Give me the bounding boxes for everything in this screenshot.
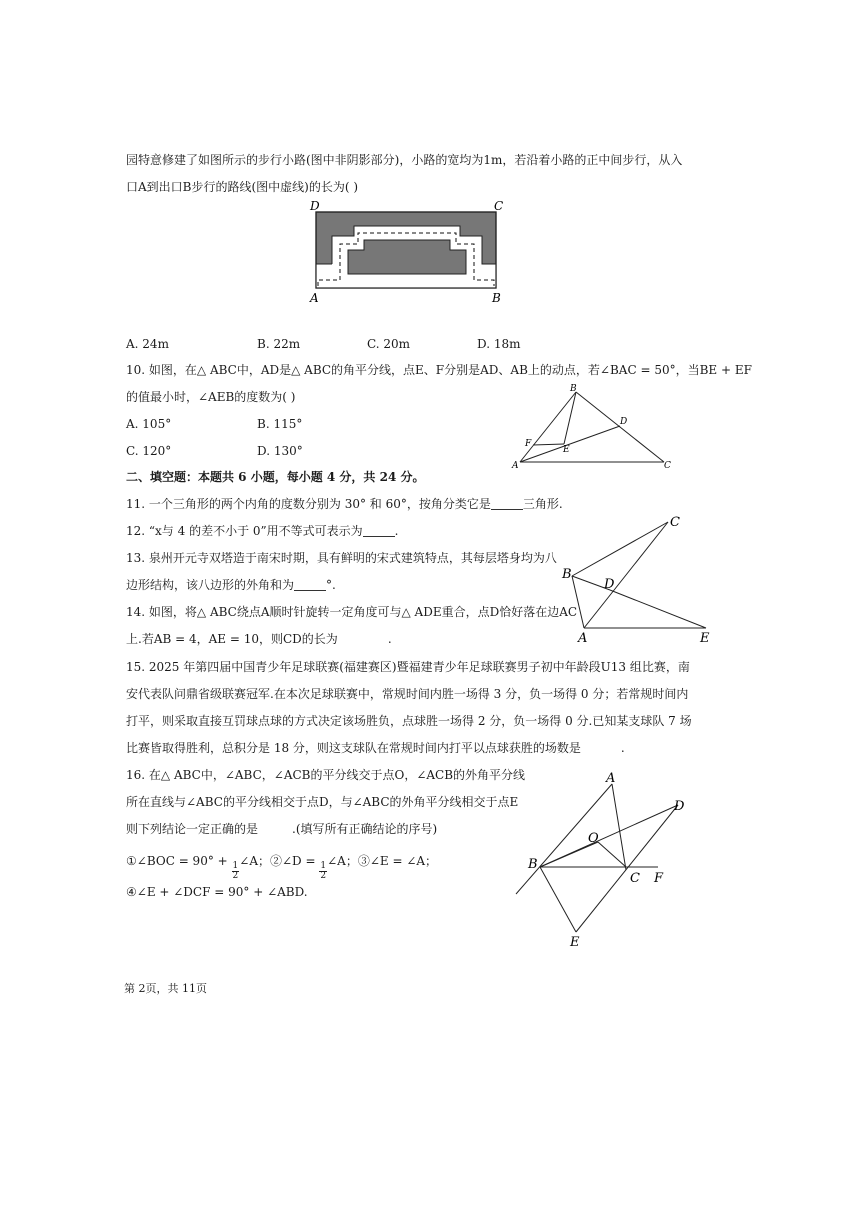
q16-line3: [126, 821, 437, 837]
q9-label-a: A: [310, 291, 319, 305]
q16-frac2-num: 1: [320, 861, 327, 871]
q12-text-b: .: [394, 524, 399, 538]
q12-text-a: 12. “x与 4 的差不小于 0”用不等式可表示为: [126, 524, 363, 538]
q10-label-d: D: [620, 417, 628, 427]
q9-option-a: A. 24m: [126, 337, 169, 351]
q16-label-o: O: [588, 831, 599, 846]
q16-frac1-num: 1: [232, 861, 239, 871]
q14-label-c: C: [670, 515, 680, 530]
q15-line4-a: 比赛皆取得胜利，总积分是 18 分，则这支球队在常规时间内打平以点球获胜的场数是: [126, 741, 581, 755]
q14-label-e: E: [700, 631, 710, 646]
q16-formula2-tail: ∠A；③∠E = ∠A；: [327, 854, 438, 868]
q15-line2: 安代表队问鼎省级联赛冠军.在本次足球联赛中，常规时间内胜一场得 3 分，负一场得 0 分；若常规时间内: [126, 687, 689, 701]
q9-option-b: B. 22m: [257, 337, 301, 351]
q10-label-b: B: [570, 384, 577, 394]
q9-option-c: C. 20m: [367, 337, 411, 351]
q9-option-d: D. 18m: [477, 337, 521, 351]
q15-line3: 打平，则采取直接互罚球点球的方式决定该场胜负，点球胜一场得 2 分，负一场得 0 分.已知某支球队 7 场: [126, 714, 692, 728]
q16-fraction-2: [319, 862, 327, 881]
q16-formula1: ①∠BOC = 90° +: [126, 854, 228, 868]
q14-label-a: A: [578, 631, 588, 646]
q16-label-f: F: [654, 871, 664, 886]
q16-angle-figure: [508, 772, 700, 952]
q16-label-a: A: [606, 772, 616, 786]
q11-text-b: 三角形.: [522, 497, 563, 511]
q13-line2: [126, 577, 336, 593]
q10-label-e: E: [563, 445, 570, 455]
q11-answer-blank[interactable]: [491, 497, 523, 510]
q16-label-c: C: [630, 871, 640, 886]
q16-label-b: B: [528, 857, 538, 872]
page-footer: 第 2页，共 11页: [124, 982, 207, 995]
q14-label-b: B: [562, 567, 572, 582]
q13-line1: 13. 泉州开元寺双塔造于南宋时期，具有鲜明的宋式建筑特点，其每层塔身均为八: [126, 551, 557, 565]
q14-line2: [126, 631, 392, 647]
q9-label-d: D: [310, 199, 320, 213]
q16-label-d: D: [674, 799, 685, 814]
q9-path-figure: [306, 198, 516, 308]
q14-line1: 14. 如图，将△ ABC绕点A顺时针旋转一定角度可与△ ADE重合，点D恰好落在边AC: [126, 605, 578, 619]
q14-line2-b: .: [387, 632, 392, 646]
q9-line1: 园特意修建了如图所示的步行小路(图中非阴影部分)，小路的宽均为1m，若沿着小路的正中间步行，从入: [126, 153, 683, 167]
q10-option-b: B. 115°: [257, 417, 303, 431]
q14-label-d: D: [604, 577, 615, 592]
q11-text-a: 11. 一个三角形的两个内角的度数分别为 30° 和 60°，按角分类它是: [126, 497, 491, 511]
section-2-heading: 二、填空题：本题共 6 小题，每小题 4 分，共 24 分。: [126, 470, 425, 484]
q16-formula1-tail: ∠A；②∠D =: [239, 854, 316, 868]
q9-line2: 口A到出口B步行的路线(图中虚线)的长为( ): [126, 180, 359, 194]
q10-line2: 的值最小时，∠AEB的度数为( ): [126, 390, 296, 404]
q16-line3-a: 则下列结论一定正确的是: [126, 822, 259, 836]
q10-line1: 10. 如图，在△ ABC中，AD是△ ABC的角平分线，点E、F分别是AD、AB上的动点，若∠BAC = 50°，当BE + EF: [126, 363, 752, 377]
q9-label-c: C: [494, 199, 504, 213]
q10-option-c: C. 120°: [126, 444, 172, 458]
q10-label-f: F: [525, 439, 532, 449]
q13-answer-blank[interactable]: [294, 578, 326, 591]
q10-label-a: A: [512, 461, 519, 471]
q14-line2-a: 上.若AB = 4，AE = 10，则CD的长为: [126, 632, 338, 646]
q16-frac2-den: 2: [320, 871, 327, 881]
q10-option-a: A. 105°: [126, 417, 172, 431]
q16-line3-b: .(填写所有正确结论的序号): [292, 822, 438, 836]
q16-label-e: E: [570, 935, 580, 950]
q15-line4: [126, 740, 625, 756]
q9-label-b: B: [492, 291, 501, 305]
q15-line1: 15. 2025 年第四届中国青少年足球联赛(福建赛区)暨福建青少年足球联赛男子初中年龄段U13 组比赛，南: [126, 660, 690, 674]
q16-frac1-den: 2: [232, 871, 239, 881]
q16-line2: 所在直线与∠ABC的平分线相交于点D，与∠ABC的外角平分线相交于点E: [126, 795, 519, 809]
q16-line1: 16. 在△ ABC中，∠ABC，∠ACB的平分线交于点O，∠ACB的外角平分线: [126, 768, 526, 782]
q13-line2-a: 边形结构，该八边形的外角和为: [126, 578, 295, 592]
q12-text: [126, 523, 398, 539]
q10-option-d: D. 130°: [257, 444, 303, 458]
q10-label-c: C: [664, 461, 671, 471]
q15-line4-b: .: [620, 741, 625, 755]
q16-formula4: ④∠E + ∠DCF = 90° + ∠ABD.: [126, 885, 308, 899]
q14-rotation-figure: [558, 514, 718, 646]
q16-formulas-1-3: [126, 852, 437, 881]
q13-line2-b: °.: [326, 578, 336, 592]
q12-answer-blank[interactable]: [363, 524, 395, 537]
q11-text: [126, 496, 563, 512]
q10-triangle-figure: [506, 382, 686, 474]
